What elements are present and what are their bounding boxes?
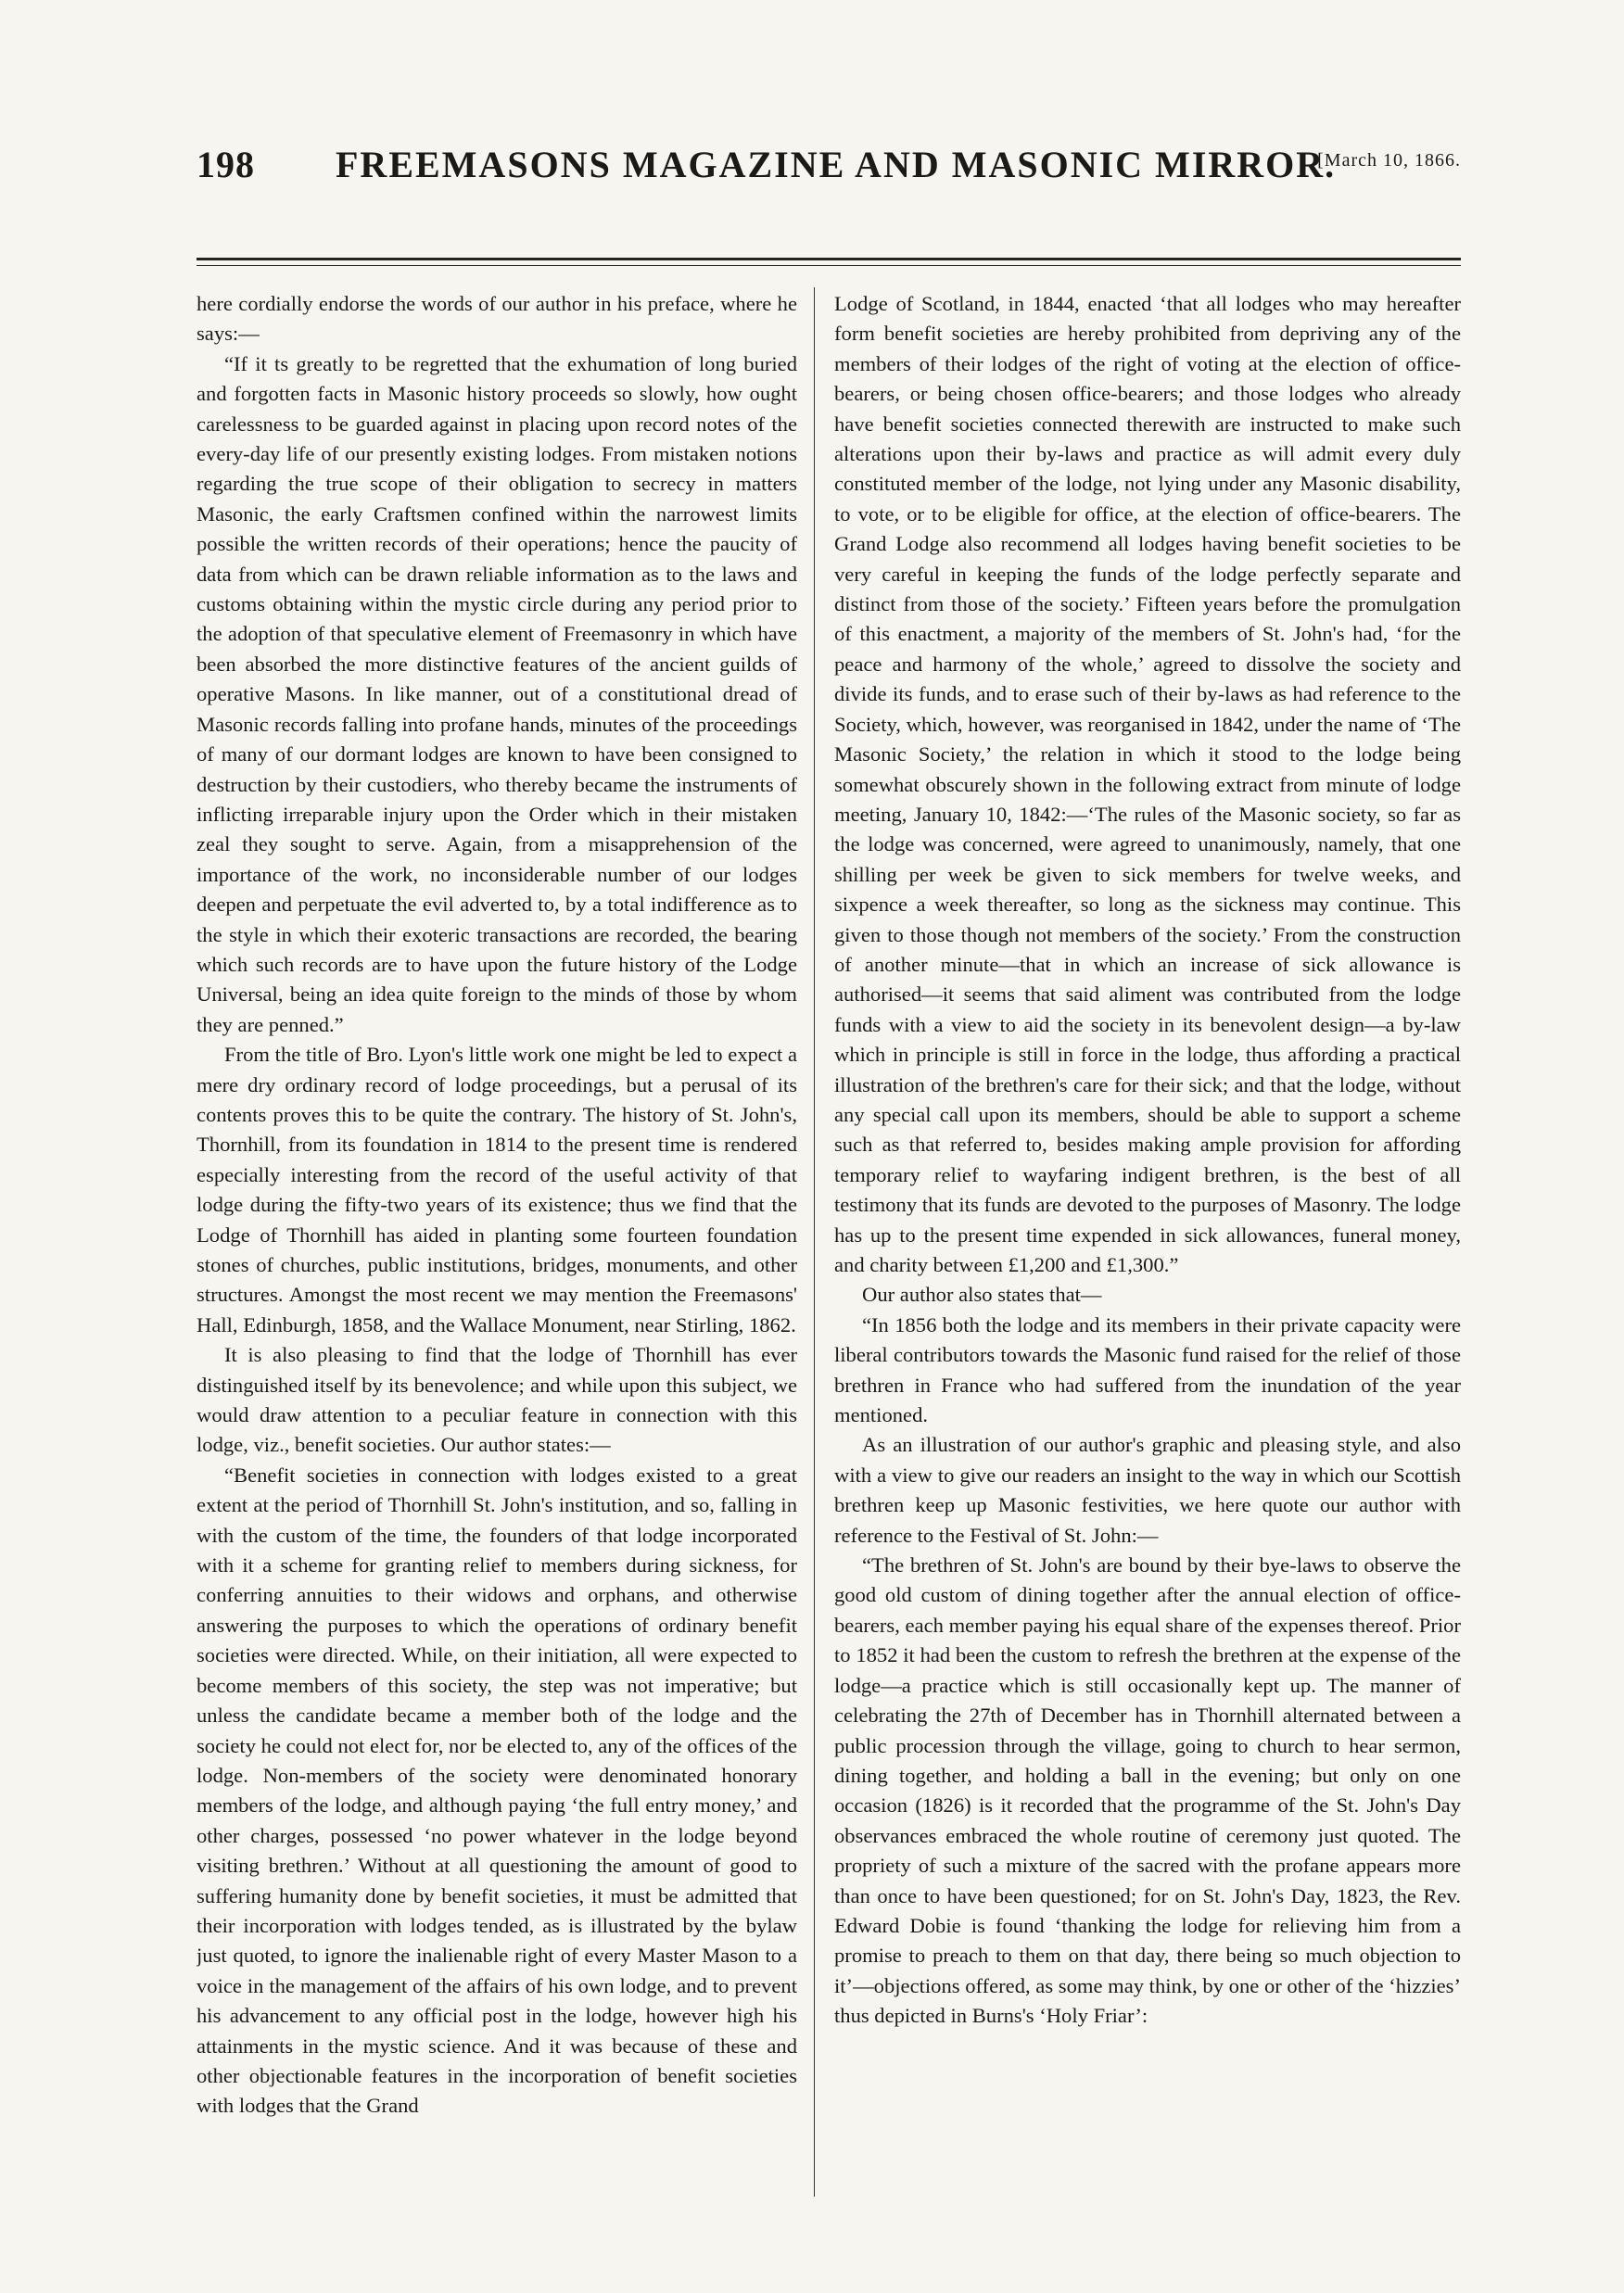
issue-date: [March 10, 1866. — [1317, 150, 1461, 171]
page-number: 198 — [197, 144, 255, 185]
paragraph: “If it ts greatly to be regretted that the exhumation of long buried and forgotten facts in Masonic history proceeds so slowly, how ought carelessness to be guarded against in placing upon record notes of the every-day life of our presently existing lodges. From mistaken notions regarding the true scope of their obligation to secrecy in matters Masonic, the early Craftsmen confined within the narrowest limits possible the written records of their operations; hence the paucity of data from which can be drawn reliable information as to the laws and customs obtaining within the mystic circle during any period prior to the adoption of that speculative element of Freemasonry in which have been absorbed the more distinctive features of the ancient guilds of operative Masons. In like manner, out of a constitutional dread of Masonic records falling into profane hands, minutes of the proceedings of many of our dormant lodges are known to have been consigned to destruction by their custodiers, who thereby became the instruments of inflicting irreparable injury upon the Order which in their mistaken zeal they sought to serve. Again, from a misapprehension of the importance of the work, no inconsiderable number of our lodges deepen and perpetuate the evil adverted to, by a total indifference as to the style in which their exoteric transactions are recorded, the bearing which such records are to have upon the future history of the Lodge Universal, being an idea quite foreign to the minds of those by whom they are penned.” — [197, 351, 797, 1036]
paragraph: As an illustration of our author's graphic and pleasing style, and also with a view to give our readers an insight to the way in which our Scottish brethren keep up Masonic festivities, we here quote our author with reference to the Festival of St. John:— — [834, 1433, 1461, 1547]
page-header — [197, 137, 1461, 202]
paragraph: It is also pleasing to find that the lodge of Thornhill has ever distinguished itself by its benevolence; and while upon this subject, we would draw attention to a peculiar feature in connection with this lodge, viz., benefit societies. Our author states:— — [197, 1343, 797, 1457]
running-title: FREEMASONS MAGAZINE AND MASONIC MIRROR. — [336, 144, 1337, 185]
paragraph: “In 1856 both the lodge and its members in their private capacity were liberal contributors towards the Masonic fund raised for the relief of those brethren in France who had suffered from the inundation of the year mentioned. — [834, 1312, 1461, 1427]
header-rule-thick — [197, 258, 1461, 260]
paragraph: Our author also states that— — [862, 1283, 1102, 1307]
paragraph: here cordially endorse the words of our author in his preface, where he says:— — [197, 292, 797, 346]
paragraph: “Benefit societies in connection with lodges existed to a great extent at the period of Thornhill St. John's institution, and so, falling in with the custom of the time, the founders of that lodge incorporated with it a scheme for granting relief to members during sickness, for conferring annuities to their widows and orphans, and otherwise answering the purposes to which the operations of ordinary benefit societies were directed. While, on their initiation, all were expected to become members of this society, the step was not imperative; but unless the candidate became a member both of the lodge and the society he could not elect for, nor be elected to, any of the offices of the lodge. Non-members of the society were denominated honorary members of the lodge, and although paying ‘the full entry money,’ and other charges, possessed ‘no power whatever in the lodge beyond visiting brethren.’ Without at all questioning the amount of good to suffering humanity done by benefit societies, it must be admitted that their incorporation with lodges tended, as is illustrated by the bylaw just quoted, to ignore the inalienable right of every Master Mason to a voice in the management of the affairs of his own lodge, and to prevent his advancement to any official post in the lodge, however high his attainments in the mystic science. And it was because of these and other objectionable features in the incorporation of benefit societies with lodges that the Grand — [197, 1463, 797, 2118]
paragraph: “The brethren of St. John's are bound by their bye-laws to observe the good old custom of dining together after the annual election of office-bearers, each member paying his equal share of the expenses thereof. Prior to 1852 it had been the custom to refresh the brethren at the expense of the lodge—a practice which is still occasionally kept up. The manner of celebrating the 27th of December has in Thornhill alternated between a public procession through the village, going to church to hear sermon, dining together, and holding a ball in the evening; but only on one occasion (1826) is it recorded that the programme of the St. John's Day observances embraced the whole routine of ceremony just quoted. The propriety of such a mixture of the sacred with the profane appears more than once to have been questioned; for on St. John's Day, 1823, the Rev. Edward Dobie is found ‘thanking the lodge for relieving him from a promise to preach to them on that day, there being so much objection to it’—objections offered, as some may think, by one or other of the ‘hizzies’ thus depicted in Burns's ‘Holy Friar’: — [834, 1553, 1461, 2028]
column-divider — [814, 287, 815, 2197]
right-column — [834, 289, 1461, 2198]
left-column — [197, 289, 797, 2198]
paragraph: Lodge of Scotland, in 1844, enacted ‘that all lodges who may hereafter form benefit societies are hereby prohibited from depriving any of the members of their lodges of the right of voting at the election of office-bearers, or being chosen office-bearers; and those lodges who already have benefit societies connected therewith are instructed to make such alterations upon their by-laws and practice as will admit every duly constituted member of the lodge, not lying under any Masonic disability, to vote, or to be eligible for office, at the election of office-bearers. The Grand Lodge also recommend all lodges having benefit societies to be very careful in keeping the funds of the lodge perfectly separate and distinct from those of the society.’ Fifteen years before the promulgation of this enactment, a majority of the members of St. John's had, ‘for the peace and harmony of the whole,’ agreed to dissolve the society and divide its funds, and to erase such of their by-laws as had reference to the Society, which, however, was reorganised in 1842, under the name of ‘The Masonic Society,’ the relation in which it stood to the lodge being somewhat obscurely shown in the following extract from minute of lodge meeting, January 10, 1842:—‘The rules of the Masonic society, so far as the lodge was concerned, were agreed to unanimously, namely, that one shilling per week be given to sick members for twelve weeks, and sixpence a week thereafter, so long as the sickness may continue. This given to those though not members of the society.’ From the construction of another minute—that in which an increase of sick allowance is authorised—it seems that said aliment was contributed from the lodge funds with a view to aid the society in its benevolent design—a by-law which in principle is still in force in the lodge, thus affording a practical illustration of the brethren's care for their sick; and that the lodge, without any special call upon its members, should be able to support a scheme such as that referred to, besides making ample provision for affording temporary relief to wayfaring indigent brethren, is the best of all testimony that its funds are devoted to the purposes of Masonry. The lodge has up to the present time expended in sick allowances, funeral money, and charity between £1,200 and £1,300.” — [834, 292, 1461, 1276]
header-rule-thin — [197, 265, 1461, 266]
paragraph: From the title of Bro. Lyon's little work one might be led to expect a mere dry ordinary record of lodge proceedings, but a perusal of its contents proves this to be quite the contrary. The history of St. John's, Thornhill, from its foundation in 1814 to the present time is rendered especially interesting from the record of the useful activity of that lodge during the fifty-two years of its existence; thus we find that the Lodge of Thornhill has aided in planting some fourteen foundation stones of churches, public institutions, bridges, monuments, and other structures. Amongst the most recent we may mention the Freemasons' Hall, Edinburgh, 1858, and the Wallace Monument, near Stirling, 1862. — [197, 1043, 797, 1337]
